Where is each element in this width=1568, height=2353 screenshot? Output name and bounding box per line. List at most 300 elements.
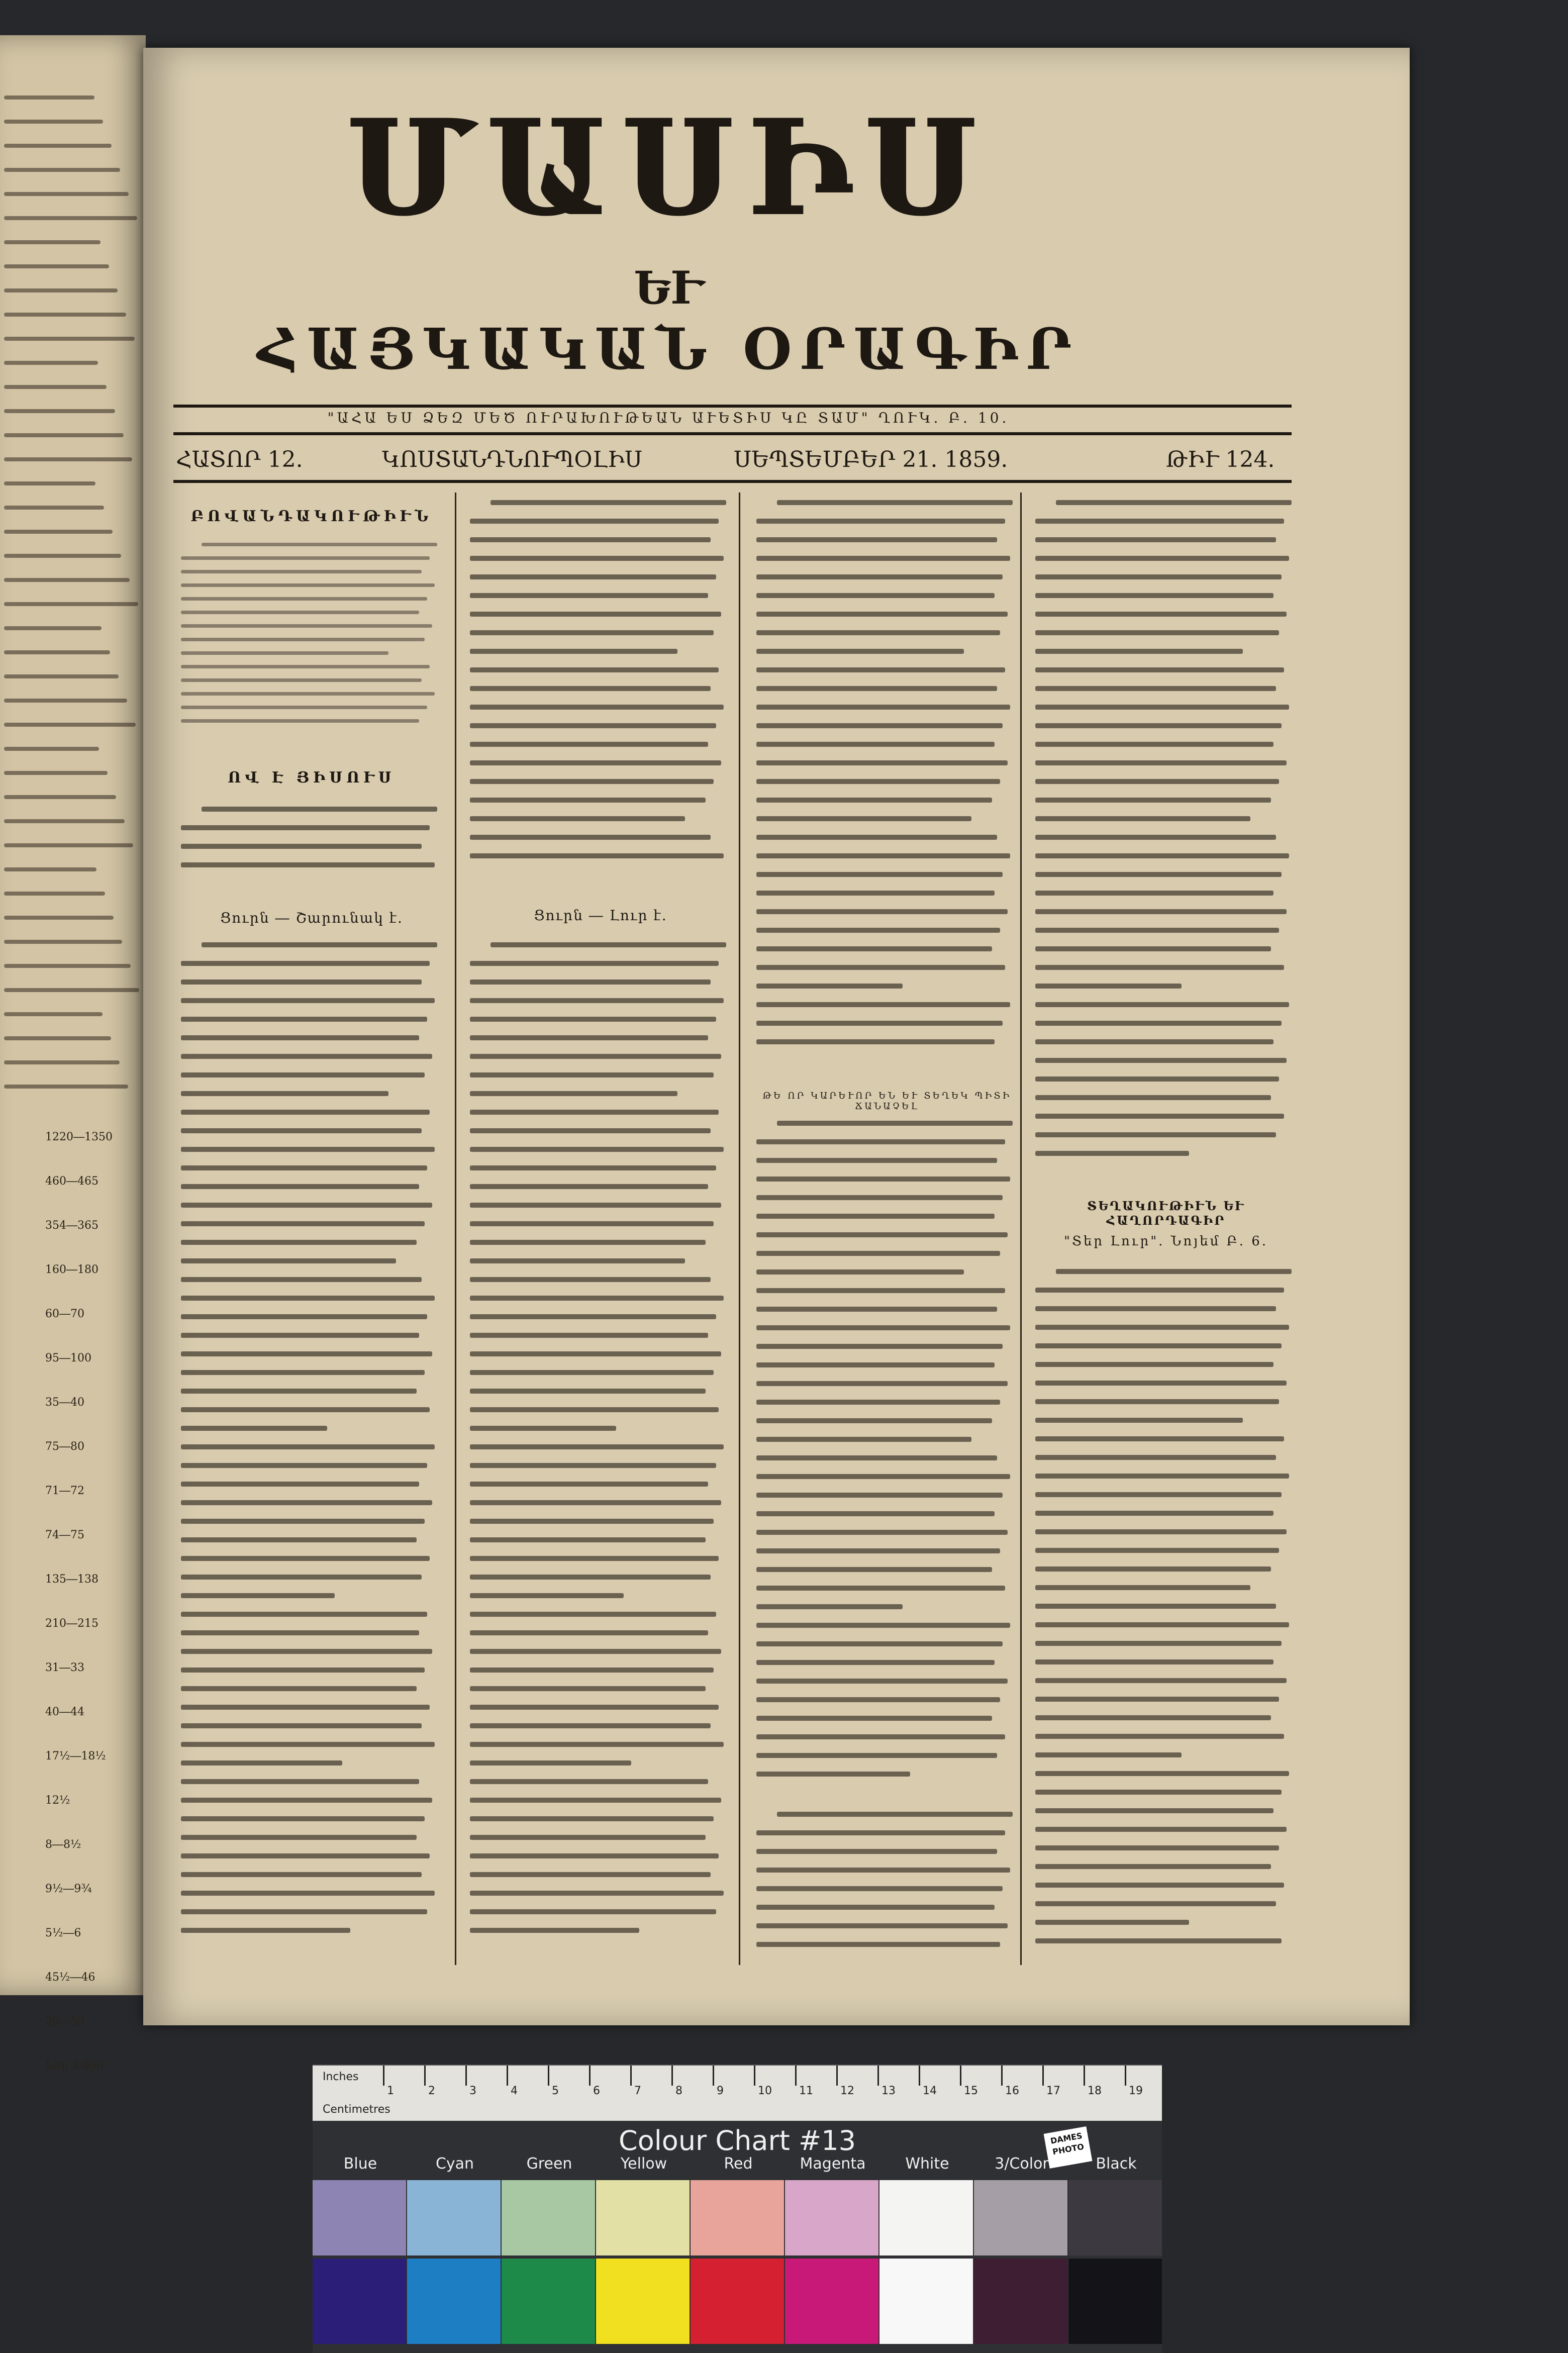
motto: "ԱՀԱ ԵՍ ՁԵԶ ՄԵԾ ՈՒՐԱԽՈՒԹԵԱՆ ԱՒԵՏԻՍ ԿԸ ՏԱՄ" ՂՈՒԿ. Բ. 10. bbox=[327, 410, 1010, 426]
column-divider bbox=[455, 493, 456, 1965]
column-divider bbox=[739, 493, 740, 1965]
text-line bbox=[4, 433, 124, 437]
text-line bbox=[756, 686, 997, 691]
text-line bbox=[181, 1537, 417, 1542]
text-line bbox=[1035, 1474, 1289, 1479]
text-line bbox=[470, 1909, 716, 1914]
text-line bbox=[4, 554, 121, 558]
city-label: ԿՈՍՏԱՆԴՆՈՒՊՕԼԻՍ bbox=[382, 447, 643, 472]
text-line bbox=[470, 705, 724, 710]
text-line bbox=[470, 1798, 721, 1803]
text-line bbox=[181, 1370, 425, 1375]
text-line bbox=[4, 771, 108, 775]
text-line bbox=[1035, 1288, 1284, 1293]
text-line bbox=[470, 1779, 708, 1784]
price-figure: 71―72 bbox=[45, 1485, 84, 1497]
ruler-tick bbox=[507, 2066, 508, 2086]
text-line bbox=[1035, 1002, 1289, 1007]
text-line bbox=[756, 1493, 1003, 1498]
text-line bbox=[181, 1147, 435, 1152]
text-line bbox=[756, 1830, 1005, 1835]
text-line bbox=[181, 1165, 427, 1170]
article-body bbox=[181, 942, 437, 1946]
ruler-tick bbox=[919, 2066, 920, 2086]
price-figure: 8―8½ bbox=[45, 1838, 81, 1851]
text-line bbox=[4, 916, 114, 920]
text-line bbox=[4, 192, 129, 196]
price-figure: 12½ bbox=[45, 1794, 70, 1807]
text-line bbox=[4, 819, 125, 823]
text-line bbox=[756, 1604, 903, 1609]
colour-swatch-bottom bbox=[1068, 2259, 1162, 2344]
text-line bbox=[470, 1351, 721, 1356]
section-heading: ՏԵՂԱԿՈՒԹԻՒՆ ԵՒ ՀԱՂՈՐԴԱԳԻՐ bbox=[1087, 1199, 1245, 1228]
text-line bbox=[181, 1630, 419, 1635]
text-line bbox=[4, 216, 137, 220]
text-line bbox=[756, 1868, 1010, 1873]
article-body bbox=[1035, 500, 1292, 1169]
price-figure: 74―75 bbox=[45, 1529, 84, 1541]
text-line bbox=[470, 760, 721, 765]
text-line bbox=[491, 500, 726, 505]
text-line bbox=[181, 1240, 417, 1245]
text-line bbox=[181, 1389, 417, 1394]
ruler-tick-label: 19 bbox=[1129, 2085, 1143, 2097]
text-line bbox=[4, 964, 131, 968]
volume-label: ՀԱՏՈՐ 12. bbox=[176, 447, 303, 472]
text-line bbox=[1035, 1585, 1250, 1590]
text-line bbox=[181, 597, 427, 601]
text-line bbox=[181, 1314, 427, 1319]
text-line bbox=[1035, 1697, 1279, 1702]
text-line bbox=[1035, 779, 1279, 784]
text-line bbox=[756, 1214, 995, 1219]
text-line bbox=[181, 1277, 422, 1282]
text-line bbox=[1035, 760, 1287, 765]
text-line bbox=[4, 988, 139, 992]
text-line bbox=[470, 835, 711, 840]
text-line bbox=[470, 1091, 677, 1096]
text-line bbox=[181, 1723, 422, 1728]
text-line bbox=[470, 593, 708, 598]
text-line bbox=[756, 1641, 1003, 1646]
text-line bbox=[1035, 965, 1284, 970]
ruler-tick bbox=[1084, 2066, 1085, 2086]
text-line bbox=[181, 1593, 335, 1598]
text-line bbox=[181, 1575, 422, 1580]
text-line bbox=[181, 706, 427, 709]
ruler-tick bbox=[630, 2066, 632, 2086]
text-line bbox=[1035, 1114, 1284, 1119]
text-line bbox=[1035, 1021, 1282, 1026]
text-line bbox=[756, 1195, 1003, 1200]
text-line bbox=[181, 1203, 432, 1208]
text-line bbox=[470, 1054, 721, 1059]
text-line bbox=[470, 1816, 714, 1821]
colour-chart bbox=[313, 2065, 1162, 2353]
text-line bbox=[756, 1418, 992, 1423]
article-body bbox=[470, 942, 726, 1946]
text-line bbox=[4, 506, 104, 510]
text-line bbox=[181, 1928, 350, 1933]
text-line bbox=[4, 385, 107, 389]
text-line bbox=[470, 1184, 708, 1189]
ruler-tick-label: 7 bbox=[634, 2085, 641, 2097]
text-line bbox=[202, 942, 437, 947]
text-line bbox=[756, 1697, 1000, 1702]
text-line bbox=[1035, 1808, 1273, 1813]
text-line bbox=[756, 1039, 995, 1044]
ruler-tick bbox=[713, 2066, 714, 2086]
text-line bbox=[470, 1444, 724, 1449]
price-figure: 5½―6 bbox=[45, 1927, 81, 1939]
ruler-inches-label: Inches bbox=[323, 2071, 359, 2083]
colour-swatch-bottom bbox=[502, 2259, 595, 2344]
text-line bbox=[756, 1623, 1010, 1628]
ruler-tick bbox=[836, 2066, 838, 2086]
text-line bbox=[756, 537, 997, 542]
text-line bbox=[470, 1835, 706, 1840]
text-line bbox=[470, 798, 706, 803]
text-line bbox=[470, 1240, 706, 1245]
colour-swatch-bottom bbox=[879, 2259, 973, 2344]
text-line bbox=[1035, 1529, 1287, 1534]
text-line bbox=[181, 1221, 425, 1226]
text-line bbox=[181, 1333, 419, 1338]
text-line bbox=[4, 867, 96, 871]
text-line bbox=[4, 626, 102, 630]
ruler-tick bbox=[795, 2066, 797, 2086]
text-line bbox=[181, 1110, 430, 1115]
price-figure: Նոր 3.000 bbox=[45, 2060, 104, 2072]
text-line bbox=[470, 816, 685, 821]
text-line bbox=[4, 120, 103, 124]
text-line bbox=[202, 807, 437, 812]
text-line bbox=[1035, 593, 1273, 598]
price-figure: 60―70 bbox=[45, 1308, 84, 1320]
text-line bbox=[756, 1548, 1000, 1553]
colour-swatch-bottom bbox=[785, 2259, 878, 2344]
text-line bbox=[1035, 519, 1284, 524]
text-line bbox=[181, 1017, 427, 1022]
colour-swatch-top bbox=[596, 2180, 690, 2256]
text-line bbox=[4, 530, 113, 534]
price-figure: 354―365 bbox=[45, 1219, 99, 1232]
text-line bbox=[756, 1344, 1003, 1349]
text-line bbox=[470, 979, 711, 985]
issue-label: ԹԻՒ 124. bbox=[1166, 447, 1275, 472]
text-line bbox=[756, 1474, 1010, 1479]
notice-heading: ԹԵ ՈՐ ԿԱՐԵՒՈՐ ԵՆ ԵՒ ՏԵՂԵԿ ՊԻՏԻ ՃԱՆԱՉԵԼ bbox=[762, 1091, 1012, 1112]
text-line bbox=[470, 1575, 711, 1580]
text-line bbox=[470, 1463, 716, 1468]
text-line bbox=[756, 1716, 992, 1721]
text-line bbox=[1035, 1325, 1289, 1330]
text-line bbox=[181, 556, 430, 560]
text-line bbox=[4, 674, 119, 678]
masthead-conjunction: ԵՒ bbox=[634, 261, 703, 315]
text-line bbox=[1056, 500, 1292, 505]
text-line bbox=[470, 1147, 724, 1152]
text-line bbox=[1035, 1920, 1189, 1925]
text-line bbox=[1035, 1076, 1279, 1082]
text-line bbox=[181, 1463, 427, 1468]
text-line bbox=[1035, 742, 1273, 747]
column-2 bbox=[470, 495, 731, 1963]
text-line bbox=[181, 1668, 425, 1673]
text-line bbox=[756, 574, 1003, 579]
text-line bbox=[756, 742, 995, 747]
text-line bbox=[756, 1307, 997, 1312]
price-figure: 135―138 bbox=[45, 1573, 99, 1586]
text-line bbox=[470, 686, 711, 691]
text-line bbox=[756, 1905, 995, 1910]
text-line bbox=[470, 1742, 724, 1747]
text-line bbox=[4, 602, 138, 606]
price-figure: 210―215 bbox=[45, 1617, 99, 1630]
text-line bbox=[756, 928, 1000, 933]
masthead-subtitle: ՀԱՅԿԱԿԱՆ ՕՐԱԳԻՐ bbox=[257, 317, 1080, 382]
text-line bbox=[470, 1482, 708, 1487]
text-line bbox=[756, 891, 995, 896]
text-line bbox=[1035, 853, 1289, 858]
text-line bbox=[1035, 872, 1282, 877]
text-line bbox=[470, 1593, 624, 1598]
price-figure: 45½―46 bbox=[45, 1971, 95, 1984]
text-line bbox=[1056, 1269, 1292, 1274]
text-line bbox=[470, 1705, 719, 1710]
text-line bbox=[4, 144, 112, 148]
text-line bbox=[1035, 1058, 1287, 1063]
text-line bbox=[4, 892, 105, 896]
text-line bbox=[181, 998, 435, 1003]
text-line bbox=[1035, 1455, 1276, 1460]
text-line bbox=[470, 1035, 708, 1040]
text-line bbox=[470, 1110, 719, 1115]
text-line bbox=[470, 1853, 719, 1858]
text-line bbox=[1035, 928, 1279, 933]
column-4 bbox=[1035, 495, 1297, 1963]
text-line bbox=[181, 1444, 435, 1449]
text-line bbox=[181, 1072, 425, 1077]
text-line bbox=[4, 457, 132, 461]
text-line bbox=[1035, 946, 1271, 951]
column-divider bbox=[1020, 493, 1022, 1965]
text-line bbox=[4, 337, 135, 341]
swatch-label: Green bbox=[526, 2155, 572, 2173]
text-line bbox=[756, 1886, 1003, 1891]
text-line bbox=[756, 816, 971, 821]
text-line bbox=[470, 998, 724, 1003]
text-line bbox=[1035, 1492, 1282, 1497]
text-line bbox=[756, 1158, 997, 1163]
ruler-tick bbox=[877, 2066, 879, 2086]
text-line bbox=[1035, 1548, 1279, 1553]
text-line bbox=[756, 1021, 1003, 1026]
text-line bbox=[181, 1705, 430, 1710]
text-line bbox=[470, 1556, 719, 1561]
text-line bbox=[470, 1165, 716, 1170]
text-line bbox=[756, 779, 1000, 784]
dateline-rule-bottom bbox=[173, 480, 1292, 483]
price-figure: 20―50 bbox=[45, 2015, 84, 2028]
ruler-tick bbox=[754, 2066, 755, 2086]
article-text bbox=[181, 807, 437, 881]
price-figure: 35―40 bbox=[45, 1396, 84, 1409]
colour-swatch-top bbox=[313, 2180, 406, 2256]
text-line bbox=[756, 612, 1008, 617]
text-line bbox=[756, 853, 1010, 858]
text-line bbox=[470, 1928, 639, 1933]
swatch-label: White bbox=[905, 2155, 949, 2173]
text-line bbox=[756, 1362, 995, 1367]
colour-swatch-top bbox=[502, 2180, 595, 2256]
ruler-tick-label: 13 bbox=[881, 2085, 896, 2097]
text-line bbox=[181, 1500, 432, 1505]
colour-swatch-bottom bbox=[974, 2259, 1067, 2344]
text-line bbox=[756, 1660, 995, 1665]
text-line bbox=[1035, 1883, 1284, 1888]
text-line bbox=[181, 1891, 435, 1896]
text-line bbox=[1035, 1659, 1273, 1664]
text-line bbox=[4, 481, 95, 485]
text-line bbox=[1035, 630, 1279, 635]
text-line bbox=[181, 1556, 430, 1561]
colour-swatch-bottom bbox=[407, 2259, 501, 2344]
text-line bbox=[756, 630, 1000, 635]
text-line bbox=[181, 1296, 435, 1301]
text-line bbox=[470, 1760, 631, 1766]
text-line bbox=[181, 1649, 432, 1654]
ruler-tick bbox=[383, 2066, 384, 2086]
text-line bbox=[756, 1381, 1008, 1386]
ruler-tick-label: 15 bbox=[964, 2085, 978, 2097]
text-line bbox=[470, 779, 714, 784]
section-subheading: "Տեր Լուր". Նոյեմ Բ. 6. bbox=[1063, 1234, 1268, 1249]
text-line bbox=[1035, 1362, 1273, 1367]
text-line bbox=[470, 1203, 721, 1208]
ruler-tick bbox=[424, 2066, 426, 2086]
ruler-tick bbox=[548, 2066, 549, 2086]
text-line bbox=[470, 1389, 706, 1394]
text-line bbox=[777, 500, 1013, 505]
text-line bbox=[470, 574, 716, 579]
date-label: ՍԵՊՏԵՄԲԵՐ 21. 1859. bbox=[734, 447, 1008, 472]
text-line bbox=[756, 965, 1005, 970]
text-line bbox=[1035, 649, 1243, 654]
ruler bbox=[313, 2066, 1162, 2121]
text-line bbox=[470, 519, 719, 524]
text-line bbox=[181, 862, 435, 867]
text-line bbox=[1035, 1566, 1271, 1572]
text-line bbox=[470, 1221, 714, 1226]
text-line bbox=[470, 1630, 708, 1635]
text-line bbox=[756, 1288, 1005, 1293]
text-line bbox=[470, 1314, 716, 1319]
text-line bbox=[4, 95, 94, 100]
text-line bbox=[4, 1060, 120, 1064]
text-line bbox=[1035, 1938, 1282, 1943]
text-line bbox=[756, 556, 1010, 561]
text-line bbox=[1035, 705, 1289, 710]
ruler-tick-label: 18 bbox=[1088, 2085, 1102, 2097]
text-line bbox=[756, 909, 1008, 914]
text-line bbox=[1035, 984, 1182, 989]
section-break: Ցուրն ― Լուր է. bbox=[534, 907, 667, 924]
swatch-label: Magenta bbox=[800, 2155, 866, 2173]
text-line bbox=[4, 843, 133, 847]
text-line bbox=[181, 719, 419, 723]
text-line bbox=[470, 1370, 714, 1375]
text-line bbox=[4, 723, 136, 727]
price-figure: 9½―9¾ bbox=[45, 1883, 92, 1895]
swatch-label: 3/Color bbox=[995, 2155, 1049, 2173]
article-body bbox=[756, 1812, 1013, 1960]
text-line bbox=[470, 612, 721, 617]
text-line bbox=[1035, 667, 1284, 672]
text-line bbox=[470, 649, 677, 654]
swatch-label: Yellow bbox=[620, 2155, 667, 2173]
text-line bbox=[1035, 1095, 1271, 1100]
price-figure: 17½―18½ bbox=[45, 1750, 106, 1762]
text-line bbox=[181, 1035, 419, 1040]
colour-swatch-bottom bbox=[691, 2259, 784, 2344]
text-line bbox=[181, 1686, 417, 1691]
text-line bbox=[1035, 1790, 1282, 1795]
contents-text bbox=[181, 543, 437, 733]
text-line bbox=[756, 872, 1003, 877]
text-line bbox=[756, 1400, 1000, 1405]
ruler-tick-label: 1 bbox=[387, 2085, 394, 2097]
text-line bbox=[1035, 1511, 1273, 1516]
text-line bbox=[181, 1128, 422, 1133]
text-line bbox=[4, 747, 99, 751]
text-line bbox=[1035, 1151, 1189, 1156]
text-line bbox=[1035, 612, 1287, 617]
colour-chart-title: Colour Chart #13 bbox=[619, 2125, 856, 2156]
text-line bbox=[1035, 816, 1250, 821]
text-line bbox=[1035, 1752, 1182, 1757]
colour-swatch-top bbox=[1068, 2180, 1162, 2256]
text-line bbox=[470, 556, 724, 561]
text-line bbox=[4, 1036, 111, 1040]
text-line bbox=[756, 1176, 1010, 1182]
swatch-label: Cyan bbox=[435, 2155, 474, 2173]
text-line bbox=[756, 1139, 1005, 1144]
text-line bbox=[1035, 556, 1289, 561]
text-line bbox=[1035, 798, 1271, 803]
colour-swatch-top bbox=[974, 2180, 1067, 2256]
text-line bbox=[4, 240, 101, 244]
text-line bbox=[470, 1612, 716, 1617]
text-line bbox=[1035, 909, 1287, 914]
ruler-tick-label: 3 bbox=[469, 2085, 476, 2097]
text-line bbox=[4, 578, 130, 582]
text-line bbox=[4, 168, 120, 172]
price-figure: 95―100 bbox=[45, 1352, 91, 1364]
text-line bbox=[181, 1612, 427, 1617]
text-line bbox=[470, 1258, 685, 1263]
text-line bbox=[756, 1437, 971, 1442]
text-line bbox=[756, 519, 1005, 524]
text-line bbox=[756, 798, 992, 803]
text-line bbox=[181, 1853, 430, 1858]
text-line bbox=[756, 984, 903, 989]
text-line bbox=[756, 1942, 1000, 1947]
text-line bbox=[756, 667, 1005, 672]
text-line bbox=[181, 638, 425, 641]
column-1 bbox=[181, 495, 442, 1963]
